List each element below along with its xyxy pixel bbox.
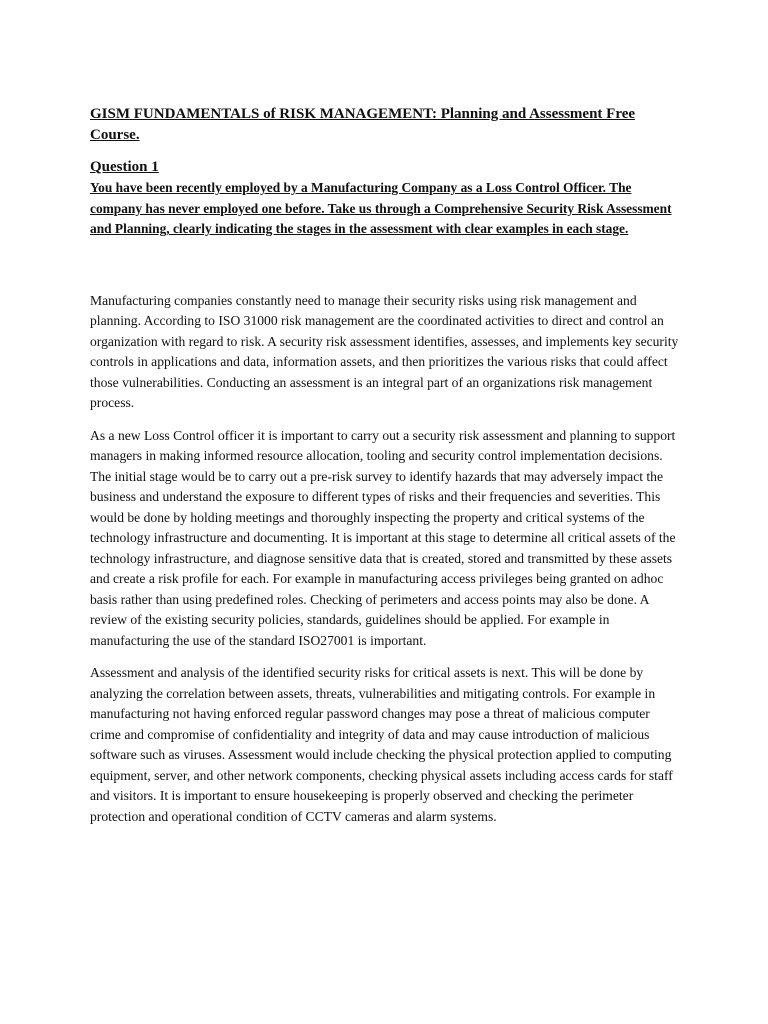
body-paragraph: As a new Loss Control officer it is important to carry out a security risk assessment and planning to support managers in making informed resource allocation, tooling and security control implementation decisions. The initial stage would be to carry out a pre-risk survey to identify hazards that may adversely impact the business and understand the exposure to different types of risks and their frequencies and severities. This would be done by holding meetings and thoroughly inspecting the property and critical systems of the technology infrastructure and documenting. It is important at this stage to determine all critical assets of the technology infrastructure, and diagnose sensitive data that is created, stored and transmitted by these assets and create a risk profile for each. For example in manufacturing access privileges being granted on adhoc basis rather than using predefined roles. Checking of perimeters and access points may also be done. A review of the existing security policies, standards, guidelines should be applied. For example in manufacturing the use of the standard ISO27001 is important. — [90, 427, 676, 648]
question-text: You have been recently employed by a Manufacturing Company as a Loss Control Officer. The company has never employed one before. Take us through a Comprehensive Security Risk Assessment and Planning, clearly indicating the stages in the assessment with clear examples in each stage. — [90, 180, 672, 236]
body-paragraph: Assessment and analysis of the identified security risks for critical assets is next. This will be done by analyzing the correlation between assets, threats, vulnerabilities and mitigating controls. For example in manufacturing not having enforced regular password changes may pose a threat of malicious computer crime and compromise of confidentiality and integrity of data and may cause introduction of malicious software such as viruses. Assessment would include checking the physical protection applied to computing equipment, server, and other network components, checking physical assets including access cards for staff and visitors. It is important to ensure housekeeping is properly observed and checking the perimeter protection and operational condition of CCTV cameras and alarm systems. — [90, 665, 673, 824]
body-paragraph: Manufacturing companies constantly need to manage their security risks using risk management and planning. According to ISO 31000 risk management are the coordinated activities to direct and control an organization with regard to risk. A security risk assessment identifies, assesses, and implements key security controls in applications and data, information assets, and then prioritizes the various risks that could affect those vulnerabilities. Conducting an assessment is an integral part of an organizations risk management process. — [90, 292, 679, 410]
question-heading: Question 1 — [90, 159, 159, 175]
document-title: GISM FUNDAMENTALS of RISK MANAGEMENT: Planning and Assessment Free Course. — [90, 106, 636, 143]
document-page — [90, 104, 680, 827]
